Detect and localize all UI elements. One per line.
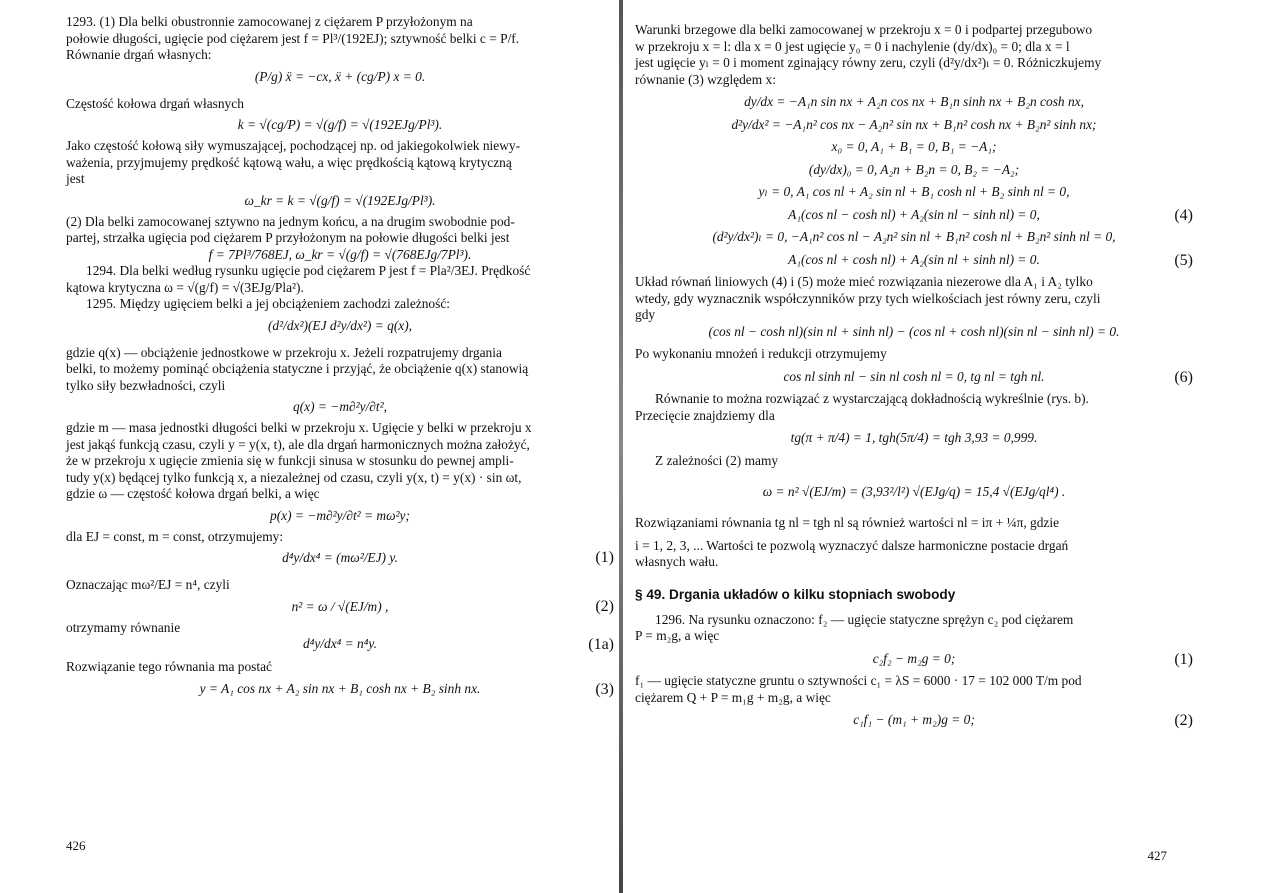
numbered-equation (66, 681, 614, 698)
equation: d⁴y/dx⁴ = n⁴y. (303, 636, 377, 651)
numbered-equation (66, 545, 614, 571)
text-line: tylko siły bezwładności, czyli (66, 377, 226, 393)
page-number: 426 (66, 838, 86, 853)
equation: (d²/dx²)(EJ d²y/dx²) = q(x), (267, 317, 413, 333)
numbered-equation (635, 369, 1193, 386)
text-line: Równanie to można rozwiązać z wystarczającą dokładnością wykreślnie (rys. b). (655, 391, 1089, 406)
text-line: kątowa krytyczna ω = √(g/f) = √(3EJg/Pla²). (66, 279, 304, 295)
text-line: ważenia, przyjmujemy prędkość kątową wału, a więc prędkością kątową krytyczną (66, 154, 512, 170)
text-line: Równanie drgań własnych: (66, 47, 212, 62)
text-line: gdzie q(x) — obciążenie jednostkowe w przekroju x. Jeżeli rozpatrujemy drgania (66, 344, 502, 360)
text-line: ciężarem Q + P = m₁g + m₂g, a więc (635, 689, 831, 705)
equation: c₁f₁ − (m₁ + m₂)g = 0; (853, 712, 975, 727)
text-line: tudy y(x) będącej tylko funkcją x, a niezależnej od czasu, czyli y(x, t) = y(x) · sin ωt, (66, 469, 522, 485)
text-line: Jako częstość kołową siły wymuszającej, pochodzącej np. od jakiegokolwiek niewy- (66, 138, 521, 153)
text-line: jest ugięcie yₗ = 0 i moment zginający równy zeru, czyli (d²y/dx²)ₗ = 0. Różniczkujemy (635, 55, 1102, 70)
text-line: 1295. Między ugięciem belki a jej obciążeniem zachodzi zależność: (86, 296, 450, 311)
text-line: (2) Dla belki zamocowanej sztywno na jednym końcu, a na drugim swobodnie pod- (66, 213, 515, 229)
equation: q(x) = −m∂²y/∂t², (293, 399, 387, 414)
text-line: f₁ — ugięcie statyczne gruntu o sztywności c₁ = λS = 6000 · 17 = 102 000 T/m pod (635, 673, 1082, 688)
equation-number: (6) (1174, 368, 1193, 386)
text-line: i = 1, 2, 3, ... Wartości te pozwolą wyznaczyć dalsze harmoniczne postacie drgań (635, 537, 1069, 553)
text-line: belki, to możemy pominąć obciążenia statyczne i przyjąć, że obciążenie q(x) stanowią (66, 361, 529, 376)
text-line: wtedy, gdy wyznacznik współczynników przy tych wielkościach jest równy zeru, czyli (635, 290, 1101, 306)
text-line: Rozwiązaniami równania tg nl = tgh nl są również wartości nl = iπ + ¼π, gdzie (635, 515, 1060, 530)
equation: ω_kr = k = √(g/f) = √(192EJg/Pl³). (244, 192, 436, 208)
equation: dy/dx = −A₁n sin nx + A₂n cos nx + B₁n sinh nx + B₂n cosh nx, (744, 94, 1084, 109)
equation: (cos nl − cosh nl)(sin nl + sinh nl) − (cos nl + cosh nl)(sin nl − sinh nl) = 0. (708, 323, 1120, 339)
text-line: Oznaczając mω²/EJ = n⁴, czyli (66, 577, 230, 592)
numbered-equation (635, 712, 1193, 729)
text-line: Układ równań liniowych (4) i (5) może mieć rozwiązania niezerowe dla A₁ i A₂ tylko (635, 274, 1093, 289)
page-number: 427 (1147, 848, 1167, 863)
equation: d⁴y/dx⁴ = (mω²/EJ) y. (282, 550, 398, 565)
numbered-equation (635, 252, 1193, 269)
text-line: P = m₂g, a więc (635, 628, 720, 643)
equation-number: (2) (1174, 712, 1193, 729)
section-heading: § 49. Drgania układów o kilku stopniach swobody (635, 586, 956, 602)
equation: y = A₁ cos nx + A₂ sin nx + B₁ cosh nx + B₂ sinh nx. (199, 681, 481, 696)
equation: k = √(cg/P) = √(g/f) = √(192EJg/Pl³). (237, 117, 443, 132)
equation: n² = ω / √(EJ/m) , (291, 598, 389, 614)
equation: p(x) = −m∂²y/∂t² = mω²y; (270, 507, 410, 523)
text-line: jest (66, 171, 85, 186)
text-line: Warunki brzegowe dla belki zamocowanej w przekroju x = 0 i podpartej przegubowo (635, 22, 1093, 37)
equation: d²y/dx² = −A₁n² cos nx − A₂n² sin nx + B₁n² cosh nx + B₂n² sinh nx; (731, 116, 1097, 132)
equation: A₁(cos nl + cosh nl) + A₂(sin nl + sinh nl) = 0. (788, 251, 1040, 267)
equation-number: (1) (1174, 650, 1193, 668)
text-line: równanie (3) względem x: (635, 71, 776, 87)
equation: ω = n² √(EJ/m) = (3,93²/l²) √(EJg/q) = 15,4 √(EJg/ql⁴) . (762, 484, 1066, 499)
numbered-equation (635, 651, 1193, 668)
equation-number: (1) (595, 549, 614, 566)
left-page (0, 0, 622, 893)
equation: cos nl sinh nl − sin nl cosh nl = 0, tg nl = tgh nl. (783, 368, 1045, 384)
text-line: Z zależności (2) mamy (655, 452, 779, 468)
text-line: 1294. Dla belki według rysunku ugięcie pod ciężarem P jest f = Pla²/3EJ. Prędkość (86, 263, 531, 278)
equation: (P/g) ẍ = −cx, ẍ + (cg/P) x = 0. (254, 68, 426, 84)
text-line: 1293. (1) Dla belki obustronnie zamocowanej z ciężarem P przyłożonym na (66, 14, 473, 29)
equation: (d²y/dx²)ₗ = 0, −A₁n² cos nl − A₂n² sin nl + B₁n² cosh nl + B₂n² sinh nl = 0, (712, 229, 1116, 244)
equation: x₀ = 0, A₁ + B₁ = 0, B₁ = −A₁; (831, 139, 997, 154)
text-line: połowie długości, ugięcie pod ciężarem jest f = Pl³/(192EJ); sztywność belki c = P/f. (66, 30, 520, 46)
equation: (dy/dx)₀ = 0, A₂n + B₂n = 0, B₂ = −A₂; (808, 161, 1020, 177)
equation-number: (4) (1174, 206, 1193, 224)
equation: c₂f₂ − m₂g = 0; (872, 650, 956, 666)
right-page (623, 0, 1263, 893)
text-line: Rozwiązanie tego równania ma postać (66, 658, 272, 674)
text-line: Częstość kołowa drgań własnych (66, 95, 244, 111)
text-line: dla EJ = const, m = const, otrzymujemy: (66, 528, 284, 544)
text-line: własnych wału. (635, 554, 719, 569)
equation: A₁(cos nl − cosh nl) + A₂(sin nl − sinh nl) = 0, (788, 206, 1040, 222)
text-line: otrzymamy równanie (66, 619, 181, 635)
text-line: jest jakąś funkcją czasu, czyli y = y(x, t), ale dla drgań harmonicznych można założyć, (66, 436, 530, 452)
equation-number: (2) (595, 597, 614, 615)
numbered-equation (635, 207, 1193, 224)
text-line: 1296. Na rysunku oznaczono: f₂ — ugięcie statyczne sprężyn c₂ pod ciężarem (655, 611, 1074, 627)
equation: tg(π + π/4) = 1, tgh(5π/4) = tgh 3,93 = 0,999. (790, 430, 1038, 445)
text-line: gdy (635, 307, 656, 322)
text-line: partej, strzałka ugięcia pod ciężarem P przyłożonym na połowie długości belki jest (66, 230, 510, 245)
numbered-equation (66, 636, 614, 653)
text-line: że w przekroju x ugięcie zmienia się w funkcji sinusa w stosunku do pewnej ampli- (66, 453, 514, 468)
text-line: Przecięcie znajdziemy dla (635, 407, 775, 423)
equation: yₗ = 0, A₁ cos nl + A₂ sin nl + B₁ cosh nl + B₂ sinh nl = 0, (758, 184, 1070, 199)
equation: f = 7Pl³/768EJ, ω_kr = √(g/f) = √(768EJg/7Pl³). (208, 246, 472, 262)
text-line: w przekroju x = l: dla x = 0 jest ugięcie y₀ = 0 i nachylenie (dy/dx)₀ = 0; dla x = l (635, 38, 1070, 54)
text-line: Po wykonaniu mnożeń i redukcji otrzymujemy (635, 346, 887, 361)
equation-number: (5) (1174, 251, 1193, 269)
text-line: gdzie m — masa jednostki długości belki w przekroju x. Ugięcie y belki w przekroju x (66, 420, 532, 435)
text-line: gdzie ω — częstość kołowa drgań belki, a więc (66, 486, 320, 501)
equation-number: (3) (595, 681, 614, 698)
numbered-equation (66, 594, 614, 620)
equation-number: (1a) (588, 636, 614, 653)
